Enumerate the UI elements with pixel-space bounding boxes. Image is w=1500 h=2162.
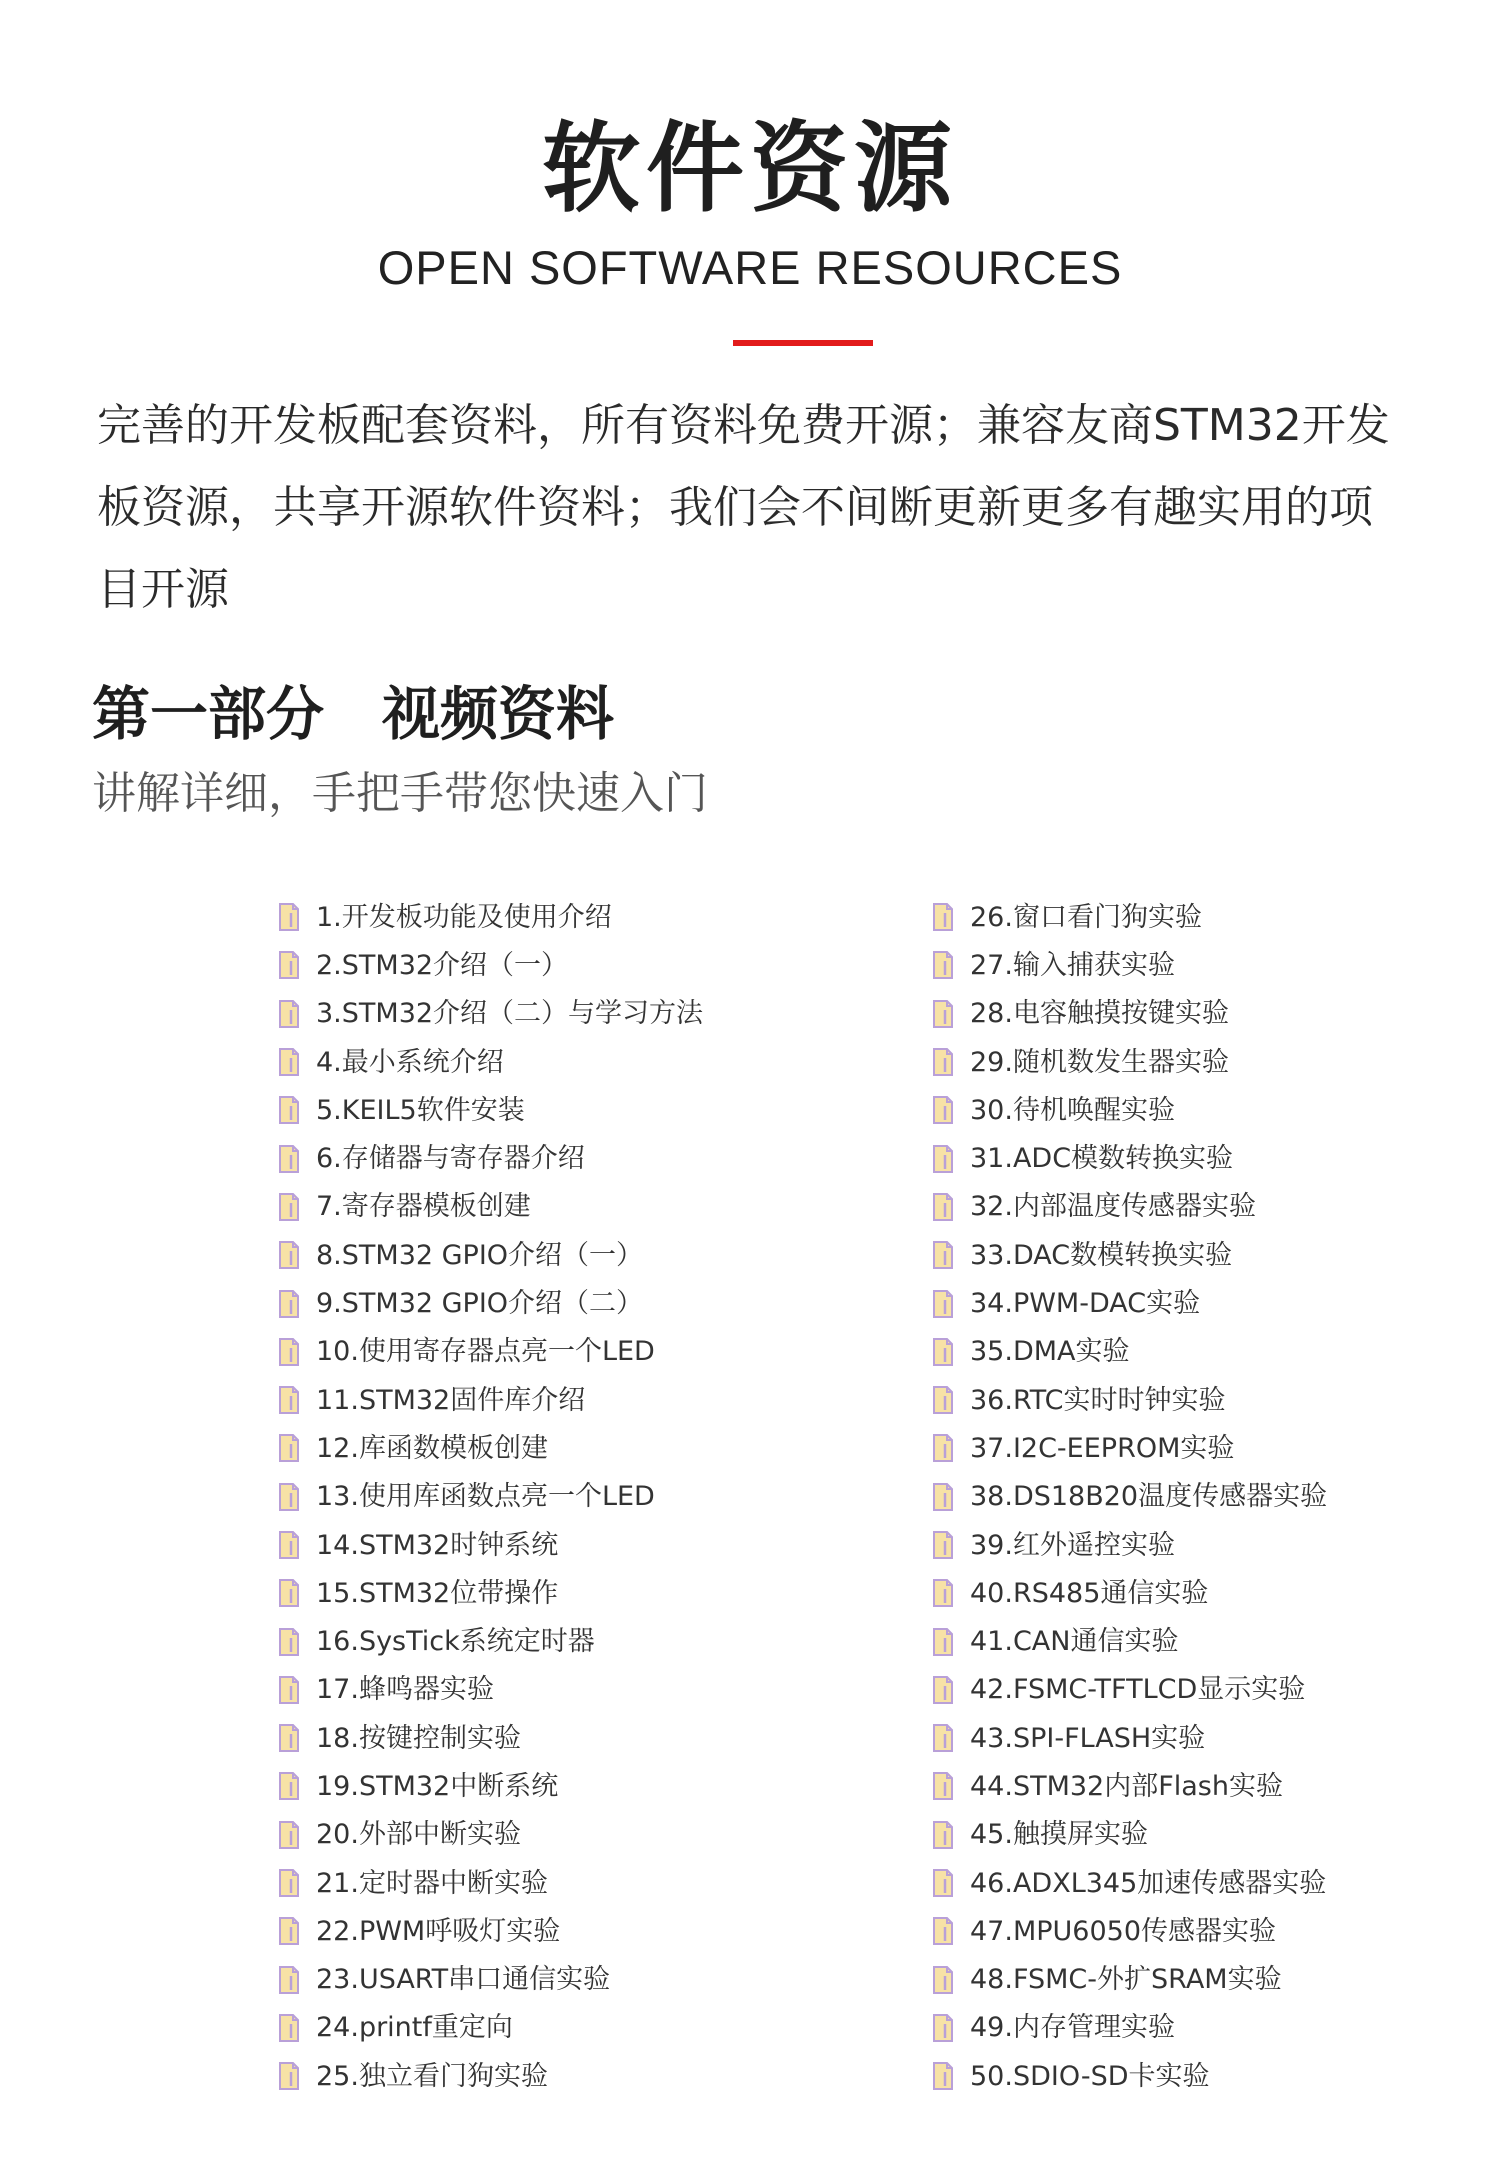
file-icon [932,999,954,1029]
file-icon [932,1240,954,1270]
list-item-text: 23.USART串口通信实验 [316,1964,611,1996]
list-item [932,1521,1500,1569]
list-item [932,1183,1500,1231]
list-item [932,1231,1500,1279]
file-icon [278,1144,300,1174]
list-item-text: 29.随机数发生器实验 [970,1046,1229,1078]
file-icon [932,1868,954,1898]
list-item-text: 28.电容触摸按键实验 [970,998,1229,1030]
list-item-text: 49.内存管理实验 [970,2012,1175,2044]
list-item [932,1811,1500,1859]
list-item-text: 1.开发板功能及使用介绍 [316,901,612,933]
list-item [278,1956,898,2004]
file-icon [278,1192,300,1222]
file-icon [932,1965,954,1995]
list-item [932,1328,1500,1376]
list-item-text: 9.STM32 GPIO介绍（二） [316,1288,644,1320]
file-icon [278,1771,300,1801]
list-item-text: 35.DMA实验 [970,1336,1130,1368]
page-title: 软件资源 [541,112,958,226]
list-item-text: 43.SPI-FLASH实验 [970,1722,1206,1754]
file-icon [278,2061,300,2091]
list-item-text: 36.RTC实时时钟实验 [970,1384,1226,1416]
file-icon [932,1771,954,1801]
list-item-text: 30.待机唤醒实验 [970,1094,1175,1126]
list-item-text: 41.CAN通信实验 [970,1626,1179,1658]
list-item-text: 47.MPU6050传感器实验 [970,1915,1276,1947]
list-item [932,2004,1500,2052]
file-icon [278,1530,300,1560]
page-header [0,112,1500,294]
list-item [932,990,1500,1038]
list-item-text: 45.触摸屏实验 [970,1819,1148,1851]
list-item-text: 6.存储器与寄存器介绍 [316,1143,585,1175]
list-item [278,1279,898,1327]
file-icon [932,950,954,980]
video-list-left [278,893,898,2100]
list-item-text: 19.STM32中断系统 [316,1770,559,1802]
title-underline [733,340,873,346]
list-item [278,1714,898,1762]
file-icon [278,1289,300,1319]
list-item [278,1617,898,1665]
list-item [278,1183,898,1231]
file-icon [278,2013,300,2043]
file-icon [932,1289,954,1319]
list-item-text: 5.KEIL5软件安装 [316,1094,525,1126]
file-icon [932,1916,954,1946]
list-item [932,1086,1500,1134]
list-item-text: 12.库函数模板创建 [316,1432,548,1464]
list-item [278,1038,898,1086]
file-icon [932,1337,954,1367]
list-item-text: 39.红外遥控实验 [970,1529,1175,1561]
file-icon [278,1916,300,1946]
list-item [278,1859,898,1907]
list-item [278,1521,898,1569]
file-icon [932,1675,954,1705]
file-icon [932,1530,954,1560]
file-icon [932,1192,954,1222]
file-icon [278,1047,300,1077]
list-item [278,1666,898,1714]
list-item [278,1811,898,1859]
list-item-text: 16.SysTick系统定时器 [316,1626,595,1658]
list-item [932,1762,1500,1810]
list-item [932,893,1500,941]
list-item-text: 24.printf重定向 [316,2012,513,2044]
list-item [932,1134,1500,1182]
file-icon [278,1675,300,1705]
list-item-text: 18.按键控制实验 [316,1722,521,1754]
file-icon [932,902,954,932]
list-item-text: 20.外部中断实验 [316,1819,521,1851]
list-item [278,1424,898,1472]
file-icon [278,1482,300,1512]
list-item [932,1569,1500,1617]
file-icon [278,1578,300,1608]
list-item-text: 26.窗口看门狗实验 [970,901,1202,933]
list-item [932,941,1500,989]
list-item [932,1956,1500,2004]
list-item [932,1473,1500,1521]
list-item-text: 15.STM32位带操作 [316,1577,559,1609]
list-item [932,1617,1500,1665]
list-item [932,1714,1500,1762]
list-item-text: 2.STM32介绍（一） [316,949,569,981]
list-item-text: 48.FSMC-外扩SRAM实验 [970,1964,1282,1996]
file-icon [932,1144,954,1174]
list-item-text: 13.使用库函数点亮一个LED [316,1481,655,1513]
list-item [932,1424,1500,1472]
list-item-text: 46.ADXL345加速传感器实验 [970,1867,1327,1899]
file-icon [278,902,300,932]
list-item-text: 27.输入捕获实验 [970,949,1175,981]
file-icon [278,1433,300,1463]
list-item [278,1134,898,1182]
file-icon [932,1385,954,1415]
file-icon [932,1047,954,1077]
list-item [932,1859,1500,1907]
list-item-text: 14.STM32时钟系统 [316,1529,559,1561]
list-item [932,1666,1500,1714]
video-list-right [932,893,1500,2100]
list-item-text: 22.PWM呼吸灯实验 [316,1915,561,1947]
list-item-text: 42.FSMC-TFTLCD显示实验 [970,1674,1306,1706]
list-item-text: 40.RS485通信实验 [970,1577,1209,1609]
list-item-text: 10.使用寄存器点亮一个LED [316,1336,655,1368]
list-item-text: 11.STM32固件库介绍 [316,1384,586,1416]
list-item [278,2052,898,2100]
list-item [278,990,898,1038]
list-item-text: 50.SDIO-SD卡实验 [970,2060,1210,2092]
list-item [278,1762,898,1810]
list-item [278,1907,898,1955]
page-title-english: OPEN SOFTWARE RESOURCES [377,241,1123,294]
file-icon [278,1723,300,1753]
list-item [932,1376,1500,1424]
list-item [278,1376,898,1424]
list-item [932,1279,1500,1327]
intro-line: 目开源 [97,564,229,615]
file-icon [278,1385,300,1415]
file-icon [278,1868,300,1898]
list-item-text: 32.内部温度传感器实验 [970,1191,1256,1223]
intro-line: 板资源，共享开源软件资料；我们会不间断更新更多有趣实用的项 [97,482,1373,533]
file-icon [278,950,300,980]
file-icon [932,2013,954,2043]
file-icon [932,1482,954,1512]
file-icon [278,1240,300,1270]
file-icon [932,1095,954,1125]
list-item [932,1907,1500,1955]
list-item [278,941,898,989]
list-item-text: 3.STM32介绍（二）与学习方法 [316,998,704,1030]
list-item-text: 38.DS18B20温度传感器实验 [970,1481,1328,1513]
list-item-text: 44.STM32内部Flash实验 [970,1770,1283,1802]
file-icon [278,1095,300,1125]
section-title: 第一部分 视频资料 [92,680,615,748]
file-icon [932,1578,954,1608]
file-icon [932,1723,954,1753]
intro-paragraph [97,385,1500,631]
list-item [278,893,898,941]
list-item-text: 31.ADC模数转换实验 [970,1143,1234,1175]
list-item [932,1038,1500,1086]
file-icon [932,1820,954,1850]
list-item [278,1086,898,1134]
file-icon [932,2061,954,2091]
list-item-text: 37.I2C-EEPROM实验 [970,1432,1235,1464]
list-item [932,2052,1500,2100]
list-item [278,2004,898,2052]
file-icon [278,999,300,1029]
list-item-text: 34.PWM-DAC实验 [970,1288,1201,1320]
list-item [278,1473,898,1521]
list-item [278,1569,898,1617]
file-icon [278,1627,300,1657]
intro-line: 完善的开发板配套资料，所有资料免费开源；兼容友商STM32开发 [97,400,1390,451]
list-item-text: 25.独立看门狗实验 [316,2060,548,2092]
list-item-text: 17.蜂鸣器实验 [316,1674,494,1706]
list-item-text: 8.STM32 GPIO介绍（一） [316,1239,644,1271]
file-icon [278,1820,300,1850]
file-icon [932,1433,954,1463]
list-item [278,1231,898,1279]
list-item-text: 33.DAC数模转换实验 [970,1239,1233,1271]
list-item [278,1328,898,1376]
list-item-text: 21.定时器中断实验 [316,1867,548,1899]
list-item-text: 4.最小系统介绍 [316,1046,504,1078]
section-subtitle: 讲解详细，手把手带您快速入门 [92,768,708,819]
file-icon [278,1337,300,1367]
file-icon [278,1965,300,1995]
list-item-text: 7.寄存器模板创建 [316,1191,531,1223]
file-icon [932,1627,954,1657]
